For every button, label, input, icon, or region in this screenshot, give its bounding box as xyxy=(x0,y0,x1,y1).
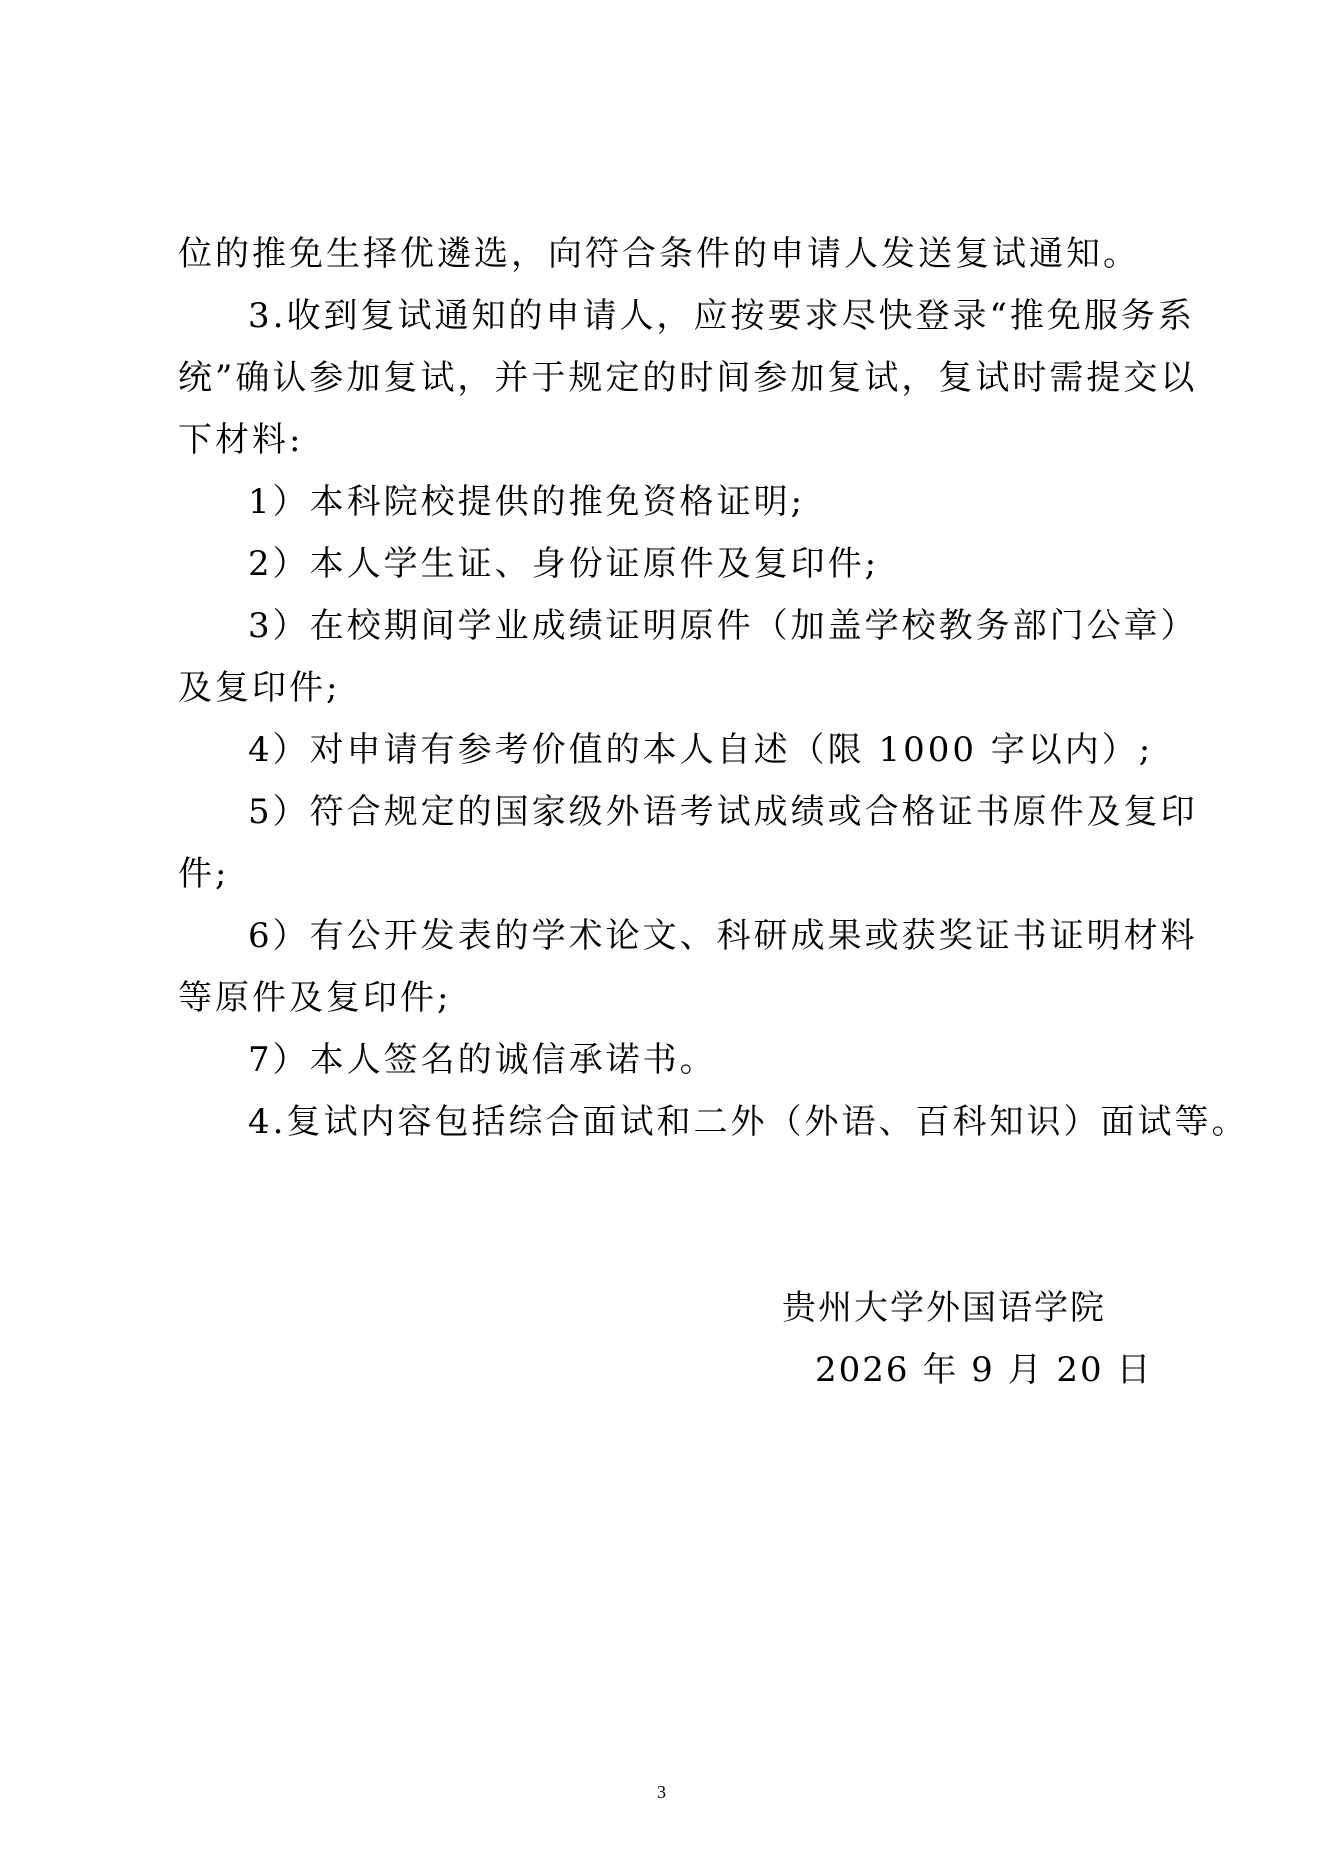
list-item: 5）符合规定的国家级外语考试成绩或合格证书原件及复印 xyxy=(248,792,1198,832)
paragraph-line: 下材料: xyxy=(178,420,304,460)
signature-block xyxy=(760,1277,1180,1401)
paragraph-line: 4.复试内容包括综合面试和二外（外语、百科知识）面试等。 xyxy=(248,1102,1249,1142)
list-item: 1）本科院校提供的推免资格证明; xyxy=(248,482,806,522)
signature-organization: 贵州大学外国语学院 xyxy=(782,1288,1106,1328)
page-number: 3 xyxy=(657,1782,666,1802)
paragraph-line: 位的推免生择优遴选，向符合条件的申请人发送复试通知。 xyxy=(178,234,1140,274)
list-item-continuation: 件; xyxy=(178,854,230,894)
list-item: 2）本人学生证、身份证原件及复印件; xyxy=(248,544,880,584)
list-item-continuation: 及复印件; xyxy=(178,668,341,708)
list-item: 4）对申请有参考价值的本人自述（限 1000 字以内）; xyxy=(248,730,1154,770)
list-item: 6）有公开发表的学术论文、科研成果或获奖证书证明材料 xyxy=(248,916,1198,956)
paragraph-line: 统”确认参加复试，并于规定的时间参加复试，复试时需提交以 xyxy=(178,358,1198,398)
signature-date: 2026 年 9 月 20 日 xyxy=(815,1350,1153,1390)
list-item: 3）在校期间学业成绩证明原件（加盖学校教务部门公章） xyxy=(248,606,1198,646)
list-item: 7）本人签名的诚信承诺书。 xyxy=(248,1040,717,1080)
document-body xyxy=(178,223,1249,1153)
paragraph-line: 3.收到复试通知的申请人，应按要求尽快登录“推免服务系 xyxy=(248,296,1195,336)
list-item-continuation: 等原件及复印件; xyxy=(178,978,452,1018)
